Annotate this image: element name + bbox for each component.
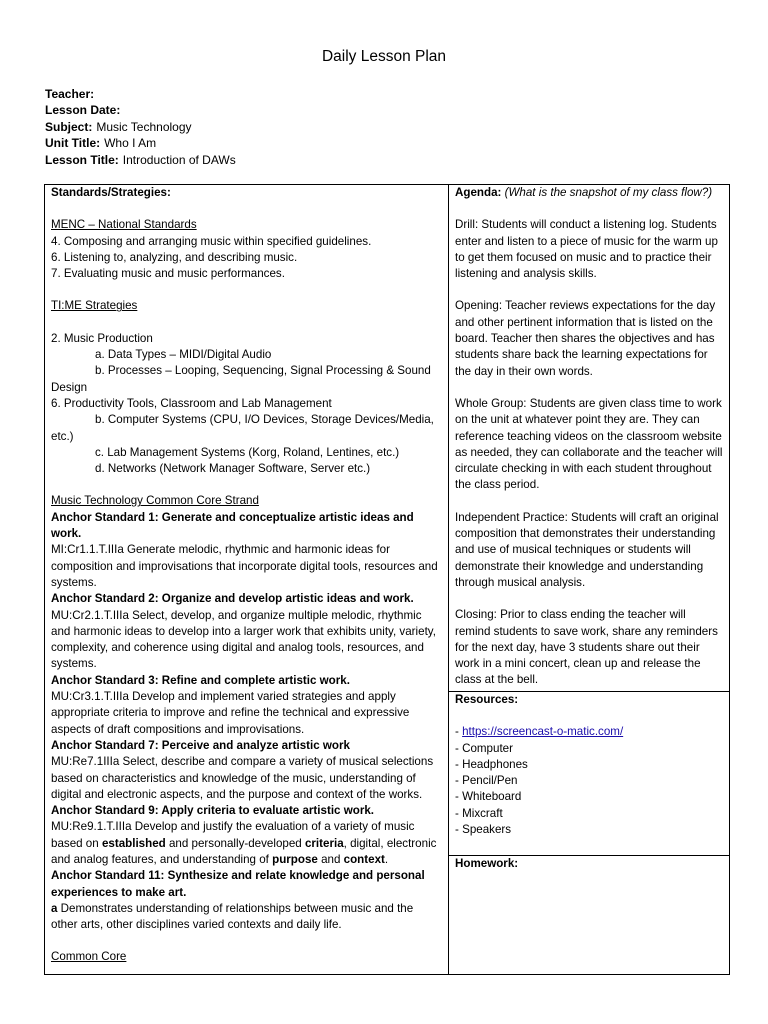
anchor-title: Anchor Standard 7: Perceive and analyze artistic work	[51, 738, 350, 752]
anchor-text: MI:Cr1.1.T.IIIa Generate melodic, rhythmic and harmonic ideas for composition and improvisations that incorporate digital tools, resources and systems.	[51, 543, 438, 589]
lesson-plan-table	[44, 184, 730, 975]
resource-item: - Computer	[455, 741, 513, 755]
agenda-opening: Opening: Teacher reviews expectations for the day and other pertinent information that is listed on the board. Teacher then shares the objectives and has students share back the learning expectations for the day in their own words.	[455, 299, 716, 378]
screencast-link[interactable]: https://screencast-o-matic.com/	[462, 725, 624, 739]
time-line: etc.)	[51, 429, 74, 443]
anchor-title: Anchor Standard 2: Organize and develop artistic ideas and work.	[51, 592, 414, 606]
homework-cell	[449, 856, 730, 975]
anchor-title: Anchor Standard 3: Refine and complete artistic work.	[51, 673, 350, 687]
page-title: Daily Lesson Plan	[321, 48, 447, 65]
time-line: b. Processes – Looping, Sequencing, Signal Processing & Sound	[95, 364, 431, 378]
meta-lesson-date: Lesson Date:	[45, 103, 121, 118]
strand-title: Music Technology Common Core Strand	[51, 494, 259, 508]
menc-item: 7. Evaluating music and music performances.	[51, 267, 285, 281]
resources-heading: Resources:	[455, 693, 519, 706]
standards-cell	[45, 185, 449, 975]
resource-link-item: - https://screencast-o-matic.com/	[455, 725, 624, 739]
meta-unit-title: Unit Title: Who I Am	[45, 136, 157, 151]
agenda-heading: Agenda: (What is the snapshot of my class flow?)	[455, 186, 713, 199]
resource-item: - Headphones	[455, 757, 528, 771]
anchor-title: Anchor Standard 9: Apply criteria to evaluate artistic work.	[51, 804, 374, 818]
meta-lesson-title: Lesson Title: Introduction of DAWs	[45, 152, 236, 167]
meta-teacher: Teacher:	[45, 87, 95, 101]
lesson-meta	[45, 86, 236, 168]
resource-item: - Pencil/Pen	[455, 774, 518, 788]
agenda-cell	[449, 185, 730, 692]
agenda-drill: Drill: Students will conduct a listening log. Students enter and listen to a piece of music for the warm up to get them focused on music and to practice their listening and analysis skills.	[455, 218, 718, 281]
time-title: TI:ME Strategies	[51, 299, 138, 313]
agenda-closing: Closing: Prior to class ending the teacher will remind students to save work, share any reminders for the next day, have 3 students share out their work in a mini concert, clean up and release the class at the bell.	[455, 608, 718, 687]
resources-cell	[449, 692, 730, 856]
common-core-title: Common Core	[51, 950, 127, 964]
resource-item: - Whiteboard	[455, 790, 522, 804]
time-line: d. Networks (Network Manager Software, Server etc.)	[95, 462, 371, 476]
time-line: 6. Productivity Tools, Classroom and Lab Management	[51, 396, 332, 410]
time-line: b. Computer Systems (CPU, I/O Devices, Storage Devices/Media,	[95, 413, 434, 427]
anchor-text: MU:Cr3.1.T.IIIa Develop and implement varied strategies and apply appropriate criteria to improve and refine the technical and expressive aspects of draft compositions and improvisations.	[51, 690, 410, 736]
agenda-independent: Independent Practice: Students will craft an original composition that demonstrates their understanding and use of musical techniques or students will demonstrate their knowledge and understanding through musical analysis.	[455, 510, 719, 589]
anchor-text: a Demonstrates understanding of relationships between music and the other arts, other disciplines varied contexts and daily life.	[51, 901, 414, 932]
time-line: Design	[51, 380, 88, 394]
anchor-text: MU:Re9.1.T.IIIa Develop and justify the evaluation of a variety of music based on established and personally-developed criteria, digital, electronic and analog features, and understanding of purpose and context.	[51, 820, 437, 866]
standards-heading: Standards/Strategies:	[51, 186, 171, 199]
anchor-title: Anchor Standard 11: Synthesize and relate knowledge and personal experiences to make art.	[51, 869, 425, 899]
resource-item: - Mixcraft	[455, 806, 503, 820]
meta-subject: Subject: Music Technology	[45, 119, 192, 134]
menc-item: 6. Listening to, analyzing, and describing music.	[51, 250, 298, 264]
resource-item: - Speakers	[455, 823, 512, 837]
anchor-text: MU:Re7.1IIIa Select, describe and compare a variety of musical selections based on characteristics and knowledge of the music, understanding of digital and electronic aspects, and the purpose and context of the works.	[51, 755, 434, 801]
agenda-whole-group: Whole Group: Students are given class time to work on the unit at whatever point they are. They can reference teaching videos on the classroom website as needed, they can collaborate and the teacher will circulate checking in with each student throughout the class period.	[455, 396, 723, 492]
time-line: a. Data Types – MIDI/Digital Audio	[95, 348, 272, 362]
menc-title: MENC – National Standards	[51, 218, 197, 232]
anchor-text: MU:Cr2.1.T.IIIa Select, develop, and organize multiple melodic, rhythmic and harmonic ideas to develop into a larger work that exhibits unity, variety, complexity, and coherence using digital and analog tools, resources, and systems.	[51, 608, 436, 671]
time-line: 2. Music Production	[51, 331, 153, 345]
time-line: c. Lab Management Systems (Korg, Roland, Lentines, etc.)	[95, 445, 400, 459]
menc-item: 4. Composing and arranging music within specified guidelines.	[51, 234, 372, 248]
anchor-title: Anchor Standard 1: Generate and conceptualize artistic ideas and work.	[51, 510, 414, 541]
homework-heading: Homework:	[455, 857, 519, 870]
